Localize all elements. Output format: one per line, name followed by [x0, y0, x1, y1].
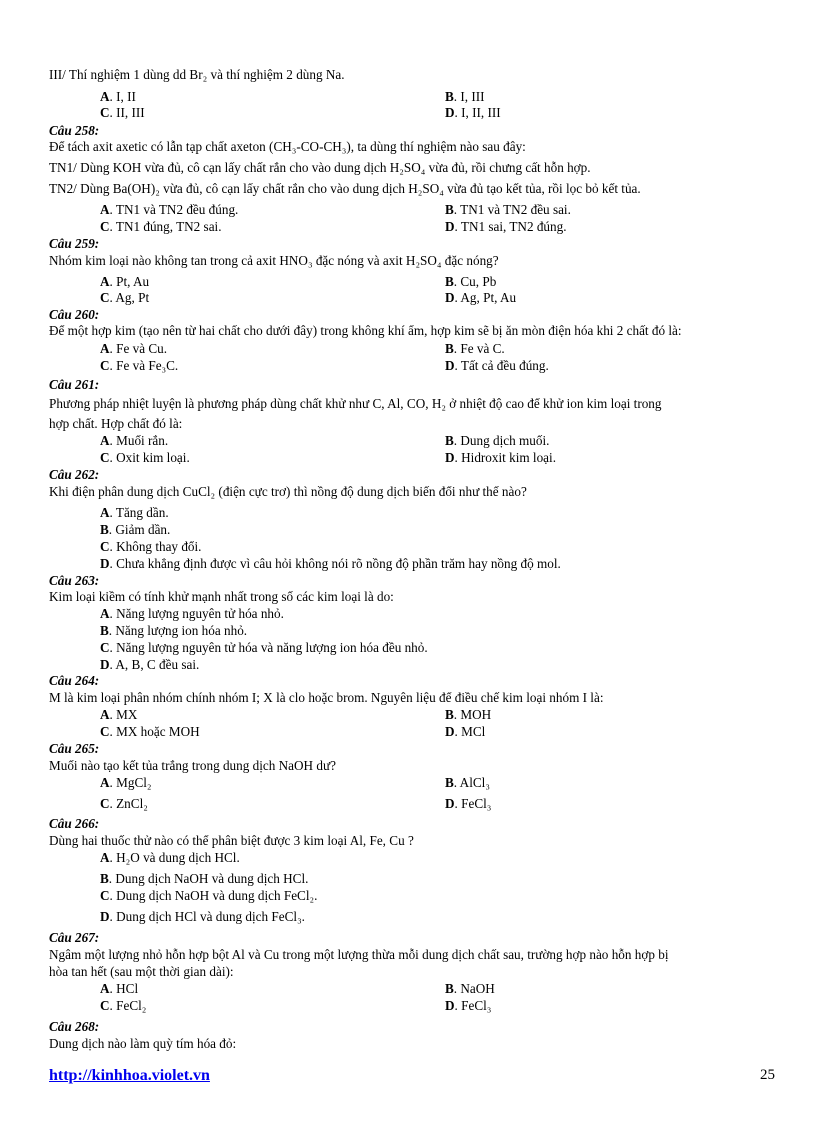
option-d: D. MCl	[445, 724, 486, 739]
option-a: A. MgCl₂	[100, 775, 152, 790]
question-text: Nhóm kim loại nào không tan trong cả axit HNO₃ đặc nóng và axit H₂SO₄ đặc nóng?	[49, 253, 499, 268]
question-label: Câu 261:	[49, 377, 100, 392]
question-text: TN1/ Dùng KOH vừa đủ, cô cạn lấy chất rắn cho vào dung dịch H₂SO₄ vừa đủ, rồi chưng cất hỗn hợp.	[49, 160, 591, 175]
option-d: D. FeCl₃	[445, 796, 492, 811]
option-c: C. MX hoặc MOH	[100, 724, 200, 739]
option-d: D. Hidroxit kim loại.	[445, 450, 556, 465]
option-d: D. FeCl₃	[445, 998, 492, 1013]
prev-option-b: B. I, III	[445, 89, 485, 104]
intro-text: III/ Thí nghiệm 1 dùng dd Br₂ và thí nghiệm 2 dùng Na.	[49, 67, 345, 82]
question-label: Câu 263:	[49, 573, 100, 588]
option-a: A. H₂O và dung dịch HCl.	[100, 850, 240, 865]
prev-option-d: D. I, II, III	[445, 105, 501, 120]
option-b: B. Fe và C.	[445, 341, 505, 356]
option-b: B. Năng lượng ion hóa nhỏ.	[100, 623, 248, 638]
option-c: C. Năng lượng nguyên tử hóa và năng lượng ion hóa đều nhỏ.	[100, 640, 428, 655]
question-label: Câu 258:	[49, 123, 100, 138]
prev-option-a: A. I, II	[100, 89, 136, 104]
question-text: Dùng hai thuốc thử nào có thể phân biệt được 3 kim loại Al, Fe, Cu ?	[49, 833, 414, 848]
option-d: D. Tất cả đều đúng.	[445, 358, 549, 373]
option-d: D. Chưa khẳng định được vì câu hỏi không nói rõ nồng độ phần trăm hay nồng độ mol.	[100, 556, 561, 571]
option-b: B. MOH	[445, 707, 492, 722]
option-a: A. Năng lượng nguyên tử hóa nhỏ.	[100, 606, 284, 621]
question-label: Câu 262:	[49, 467, 100, 482]
question-label: Câu 266:	[49, 816, 100, 831]
question-label: Câu 268:	[49, 1019, 100, 1034]
option-c: C. Fe và Fe₃C.	[100, 358, 179, 373]
question-label: Câu 267:	[49, 930, 100, 945]
question-text: Dung dịch nào làm quỳ tím hóa đỏ:	[49, 1036, 237, 1051]
option-a: A. TN1 và TN2 đều đúng.	[100, 202, 239, 217]
question-text: Kim loại kiềm có tính khử mạnh nhất trong số các kim loại là do:	[49, 589, 394, 604]
option-d: D. TN1 sai, TN2 đúng.	[445, 219, 567, 234]
option-b: B. Giảm dần.	[100, 522, 171, 537]
option-a: A. Muối rắn.	[100, 433, 169, 448]
option-c: C. FeCl₂	[100, 998, 147, 1013]
option-b: B. TN1 và TN2 đều sai.	[445, 202, 571, 217]
option-a: A. MX	[100, 707, 138, 722]
question-text: Để tách axit axetic có lẫn tạp chất axeton (CH₃-CO-CH₃), ta dùng thí nghiệm nào sau đây:	[49, 139, 526, 154]
option-d: D. Dung dịch HCl và dung dịch FeCl₃.	[100, 909, 305, 924]
page-number: 25	[760, 1067, 775, 1083]
option-c: C. Oxit kim loại.	[100, 450, 190, 465]
prev-option-c: C. II, III	[100, 105, 145, 120]
question-label: Câu 265:	[49, 741, 100, 756]
question-text: M là kim loại phân nhóm chính nhóm I; X là clo hoặc brom. Nguyên liệu để điều chế kim loại nhóm I là:	[49, 690, 604, 705]
option-d: D. Ag, Pt, Au	[445, 290, 517, 305]
question-label: Câu 260:	[49, 307, 100, 322]
question-text: Để một hợp kim (tạo nên từ hai chất cho dưới đây) trong không khí ẩm, hợp kim sẽ bị ăn mòn điện hóa khi 2 chất đó là:	[49, 323, 682, 338]
option-d: D. A, B, C đều sai.	[100, 657, 200, 672]
option-b: B. AlCl₃	[445, 775, 490, 790]
question-text: hòa tan hết (sau một thời gian dài):	[49, 964, 234, 979]
question-text: Khi điện phân dung dịch CuCl₂ (điện cực trơ) thì nồng độ dung dịch biến đổi như thế nào?	[49, 484, 527, 499]
option-c: C. ZnCl₂	[100, 796, 148, 811]
option-b: B. Dung dịch muối.	[445, 433, 550, 448]
question-label: Câu 259:	[49, 236, 100, 251]
option-a: A. Pt, Au	[100, 274, 150, 289]
option-c: C. Dung dịch NaOH và dung dịch FeCl₂.	[100, 888, 318, 903]
option-a: A. Fe và Cu.	[100, 341, 168, 356]
question-text: Muối nào tạo kết tủa trắng trong dung dịch NaOH dư?	[49, 758, 336, 773]
option-b: B. NaOH	[445, 981, 495, 996]
question-label: Câu 264:	[49, 673, 100, 688]
option-a: A. Tăng dần.	[100, 505, 169, 520]
option-b: B. Cu, Pb	[445, 274, 497, 289]
option-a: A. HCl	[100, 981, 139, 996]
option-c: C. Ag, Pt	[100, 290, 150, 305]
option-c: C. Không thay đổi.	[100, 539, 202, 554]
option-c: C. TN1 đúng, TN2 sai.	[100, 219, 222, 234]
question-text: hợp chất. Hợp chất đó là:	[49, 416, 183, 431]
option-b: B. Dung dịch NaOH và dung dịch HCl.	[100, 871, 309, 886]
question-text: Ngâm một lượng nhỏ hỗn hợp bột Al và Cu trong một lượng thừa mỗi dung dịch chất sau, trường hợp nào hỗn hợp bị	[49, 947, 669, 962]
footer-link[interactable]: http://kinhhoa.violet.vn	[49, 1067, 210, 1084]
question-text: TN2/ Dùng Ba(OH)₂ vừa đủ, cô cạn lấy chất rắn cho vào dung dịch H₂SO₄ vừa đủ tạo kết tủa, rồi lọc bỏ kết tủa.	[49, 181, 641, 196]
question-text: Phương pháp nhiệt luyện là phương pháp dùng chất khử như C, Al, CO, H₂ ở nhiệt độ cao để khử ion kim loại trong	[49, 396, 662, 411]
